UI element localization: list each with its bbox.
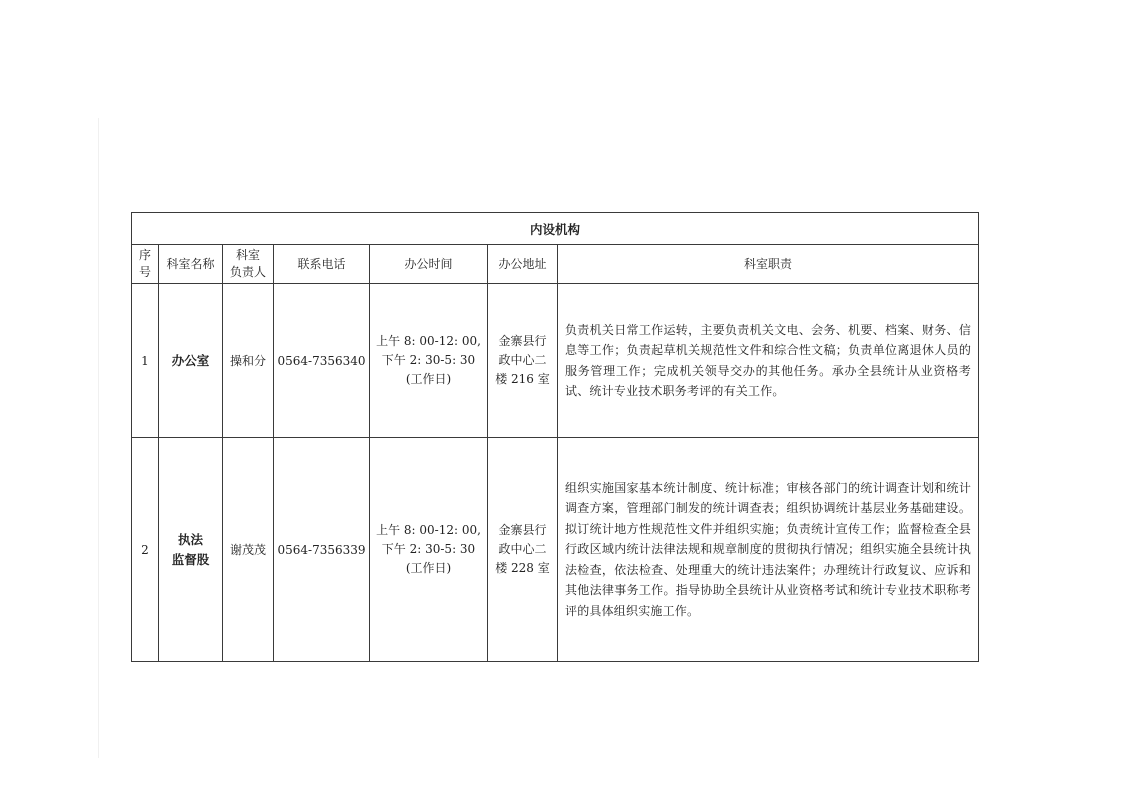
dept-name-line: 监督股 (171, 551, 210, 567)
header-head-line1: 科室 (235, 248, 260, 262)
table-title: 内设机构 (132, 213, 979, 245)
hours-line: 下午 2: 30-5: 30 (381, 542, 476, 556)
table-row (132, 284, 979, 438)
page-edge (98, 118, 99, 758)
table-row (132, 438, 979, 662)
row-duties: 负责机关日常工作运转，主要负责机关文电、会务、机要、档案、财务、信息等工作；负责起草机关规范性文件和综合性文稿；负责单位离退休人员的服务管理工作；完成机关领导交办的其他任务。承办全县统计从业资格考试、统计专业技术职务考评的有关工作。 (558, 284, 979, 438)
hours-line: 下午 2: 30-5: 30 (381, 353, 476, 367)
dept-name-line: 办公室 (171, 352, 210, 368)
row-hours (370, 438, 488, 662)
hours-line: (工作日) (405, 372, 452, 386)
address-line: 政中心二 (498, 542, 547, 556)
row-phone: 0564-7356339 (274, 438, 370, 662)
row-dept-name (159, 438, 223, 662)
header-address: 办公地址 (488, 245, 558, 284)
header-dept-name: 科室名称 (159, 245, 223, 284)
header-seq-line2: 号 (138, 265, 151, 279)
row-dept-name (159, 284, 223, 438)
row-seq: 2 (132, 438, 159, 662)
row-phone: 0564-7356340 (274, 284, 370, 438)
header-row (132, 245, 979, 284)
row-hours (370, 284, 488, 438)
header-phone: 联系电话 (274, 245, 370, 284)
row-address (488, 438, 558, 662)
row-duties: 组织实施国家基本统计制度、统计标准；审核各部门的统计调查计划和统计调查方案，管理部门制发的统计调查表；组织协调统计基层业务基础建设。拟订统计地方性规范性文件并组织实施；负责统计宣传工作；监督检查全县行政区域内统计法律法规和规章制度的贯彻执行情况；组织实施全县统计执法检查，依法检查、处理重大的统计违法案件；办理统计行政复议、应诉和其他法律事务工作。指导协助全县统计从业资格考试和统计专业技术职称考评的具体组织实施工作。 (558, 438, 979, 662)
row-address (488, 284, 558, 438)
header-head (223, 245, 274, 284)
hours-line: 上午 8: 00-12: 00, (376, 334, 481, 348)
row-seq: 1 (132, 284, 159, 438)
org-structure-table (131, 212, 979, 662)
dept-name-line: 执法 (177, 531, 203, 547)
hours-line: (工作日) (405, 561, 452, 575)
row-head: 操和分 (223, 284, 274, 438)
header-seq-line1: 序 (138, 248, 151, 262)
hours-line: 上午 8: 00-12: 00, (376, 523, 481, 537)
header-seq (132, 245, 159, 284)
address-line: 楼 228 室 (495, 561, 550, 575)
header-duties: 科室职责 (558, 245, 979, 284)
address-line: 金寨县行 (498, 334, 547, 348)
header-hours: 办公时间 (370, 245, 488, 284)
address-line: 政中心二 (498, 353, 547, 367)
address-line: 楼 216 室 (495, 372, 550, 386)
address-line: 金寨县行 (498, 523, 547, 537)
row-head: 谢茂茂 (223, 438, 274, 662)
header-head-line2: 负责人 (229, 265, 266, 279)
